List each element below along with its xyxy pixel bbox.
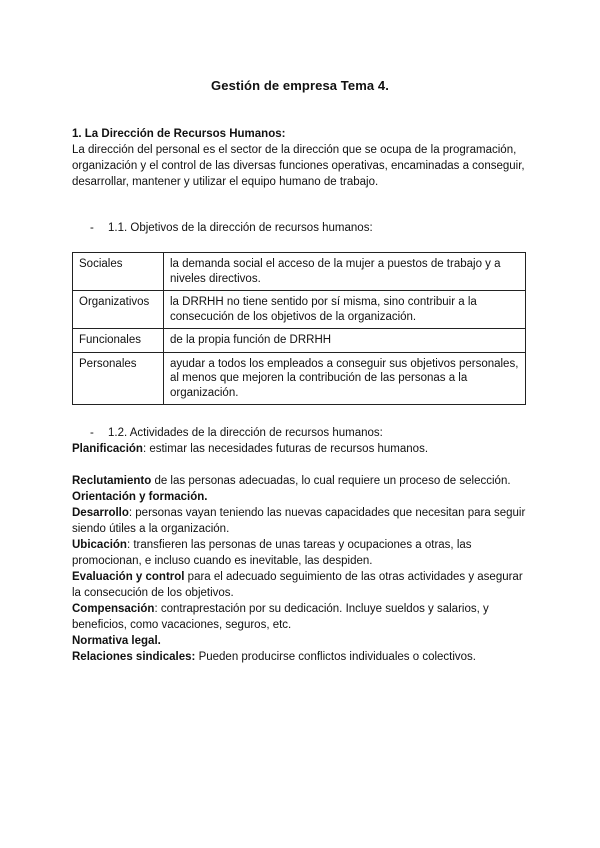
list-item xyxy=(72,649,532,665)
table-row xyxy=(73,329,526,353)
activity-text: : estimar las necesidades futuras de recursos humanos. xyxy=(142,443,429,455)
table-row xyxy=(73,253,526,291)
activity-text: : personas vayan teniendo las nuevas capacidades que necesitan para seguir siendo útiles a la organización. xyxy=(72,507,526,535)
activities-list xyxy=(72,441,532,665)
bullet-text: 1.1. Objetivos de la dirección de recursos humanos: xyxy=(108,222,373,234)
table-row xyxy=(73,291,526,329)
bullet-dash: - xyxy=(90,427,94,439)
activity-term: Orientación y formación. xyxy=(72,491,208,503)
activity-term: Evaluación y control xyxy=(72,571,185,583)
table-cell-description: la demanda social el acceso de la mujer a puestos de trabajo y a niveles directivos. xyxy=(164,253,526,291)
section-heading: 1. La Dirección de Recursos Humanos: xyxy=(72,128,286,140)
table-cell-category: Organizativos xyxy=(73,291,164,329)
activity-term: Reclutamiento xyxy=(72,475,152,487)
list-item xyxy=(72,569,532,601)
activity-text: Pueden producirse conflictos individuales o colectivos. xyxy=(195,651,477,663)
page-title: Gestión de empresa Tema 4. xyxy=(211,78,389,93)
activity-term: Ubicación xyxy=(72,539,127,551)
paragraph-spacer xyxy=(72,457,532,473)
bullet-text: 1.2. Actividades de la dirección de recursos humanos: xyxy=(108,427,383,439)
activity-term: Compensación xyxy=(72,603,155,615)
table-cell-description: la DRRHH no tiene sentido por sí misma, sino contribuir a la consecución de los objetivos de la organización. xyxy=(164,291,526,329)
bullet-dash: - xyxy=(90,222,94,234)
table-cell-description: de la propia función de DRRHH xyxy=(164,329,526,353)
list-item xyxy=(72,537,532,569)
list-item xyxy=(72,473,532,489)
activity-term: Planificación xyxy=(72,443,143,455)
activity-text: : transfieren las personas de unas tareas y ocupaciones a otras, las promocionan, e incluso cuando es inevitable, las despiden. xyxy=(72,539,472,567)
list-item xyxy=(72,633,532,649)
list-item xyxy=(72,505,532,537)
list-item xyxy=(72,489,532,505)
bullet-actividades xyxy=(90,425,383,441)
section-body: La dirección del personal es el sector de la dirección que se ocupa de la programación, organización y el control de las diversas funciones operativas, encaminadas a conseguir, desarrollar, mantener y utilizar el equipo humano de trabajo. xyxy=(72,144,525,188)
table-cell-category: Sociales xyxy=(73,253,164,291)
table-cell-category: Funcionales xyxy=(73,329,164,353)
table-cell-description: ayudar a todos los empleados a conseguir sus objetivos personales, al menos que mejoren la contribución de las personas a la organización. xyxy=(164,352,526,405)
activity-term: Normativa legal. xyxy=(72,635,161,647)
table-row xyxy=(73,352,526,405)
list-item xyxy=(72,441,532,457)
activity-text: : contraprestación por su dedicación. Incluye sueldos y salarios, y beneficios, como vacaciones, seguros, etc. xyxy=(72,603,489,631)
objectives-table xyxy=(72,252,526,405)
section-recursos-humanos xyxy=(72,126,532,190)
activity-term: Desarrollo xyxy=(72,507,129,519)
table-cell-category: Personales xyxy=(73,352,164,405)
activity-text: de las personas adecuadas, lo cual requiere un proceso de selección. xyxy=(151,475,511,487)
activity-text: para el adecuado seguimiento de las otras actividades y asegurar la consecución de los objetivos. xyxy=(72,571,523,599)
bullet-objetivos xyxy=(90,220,373,236)
list-item xyxy=(72,601,532,633)
activity-term: Relaciones sindicales: xyxy=(72,651,196,663)
